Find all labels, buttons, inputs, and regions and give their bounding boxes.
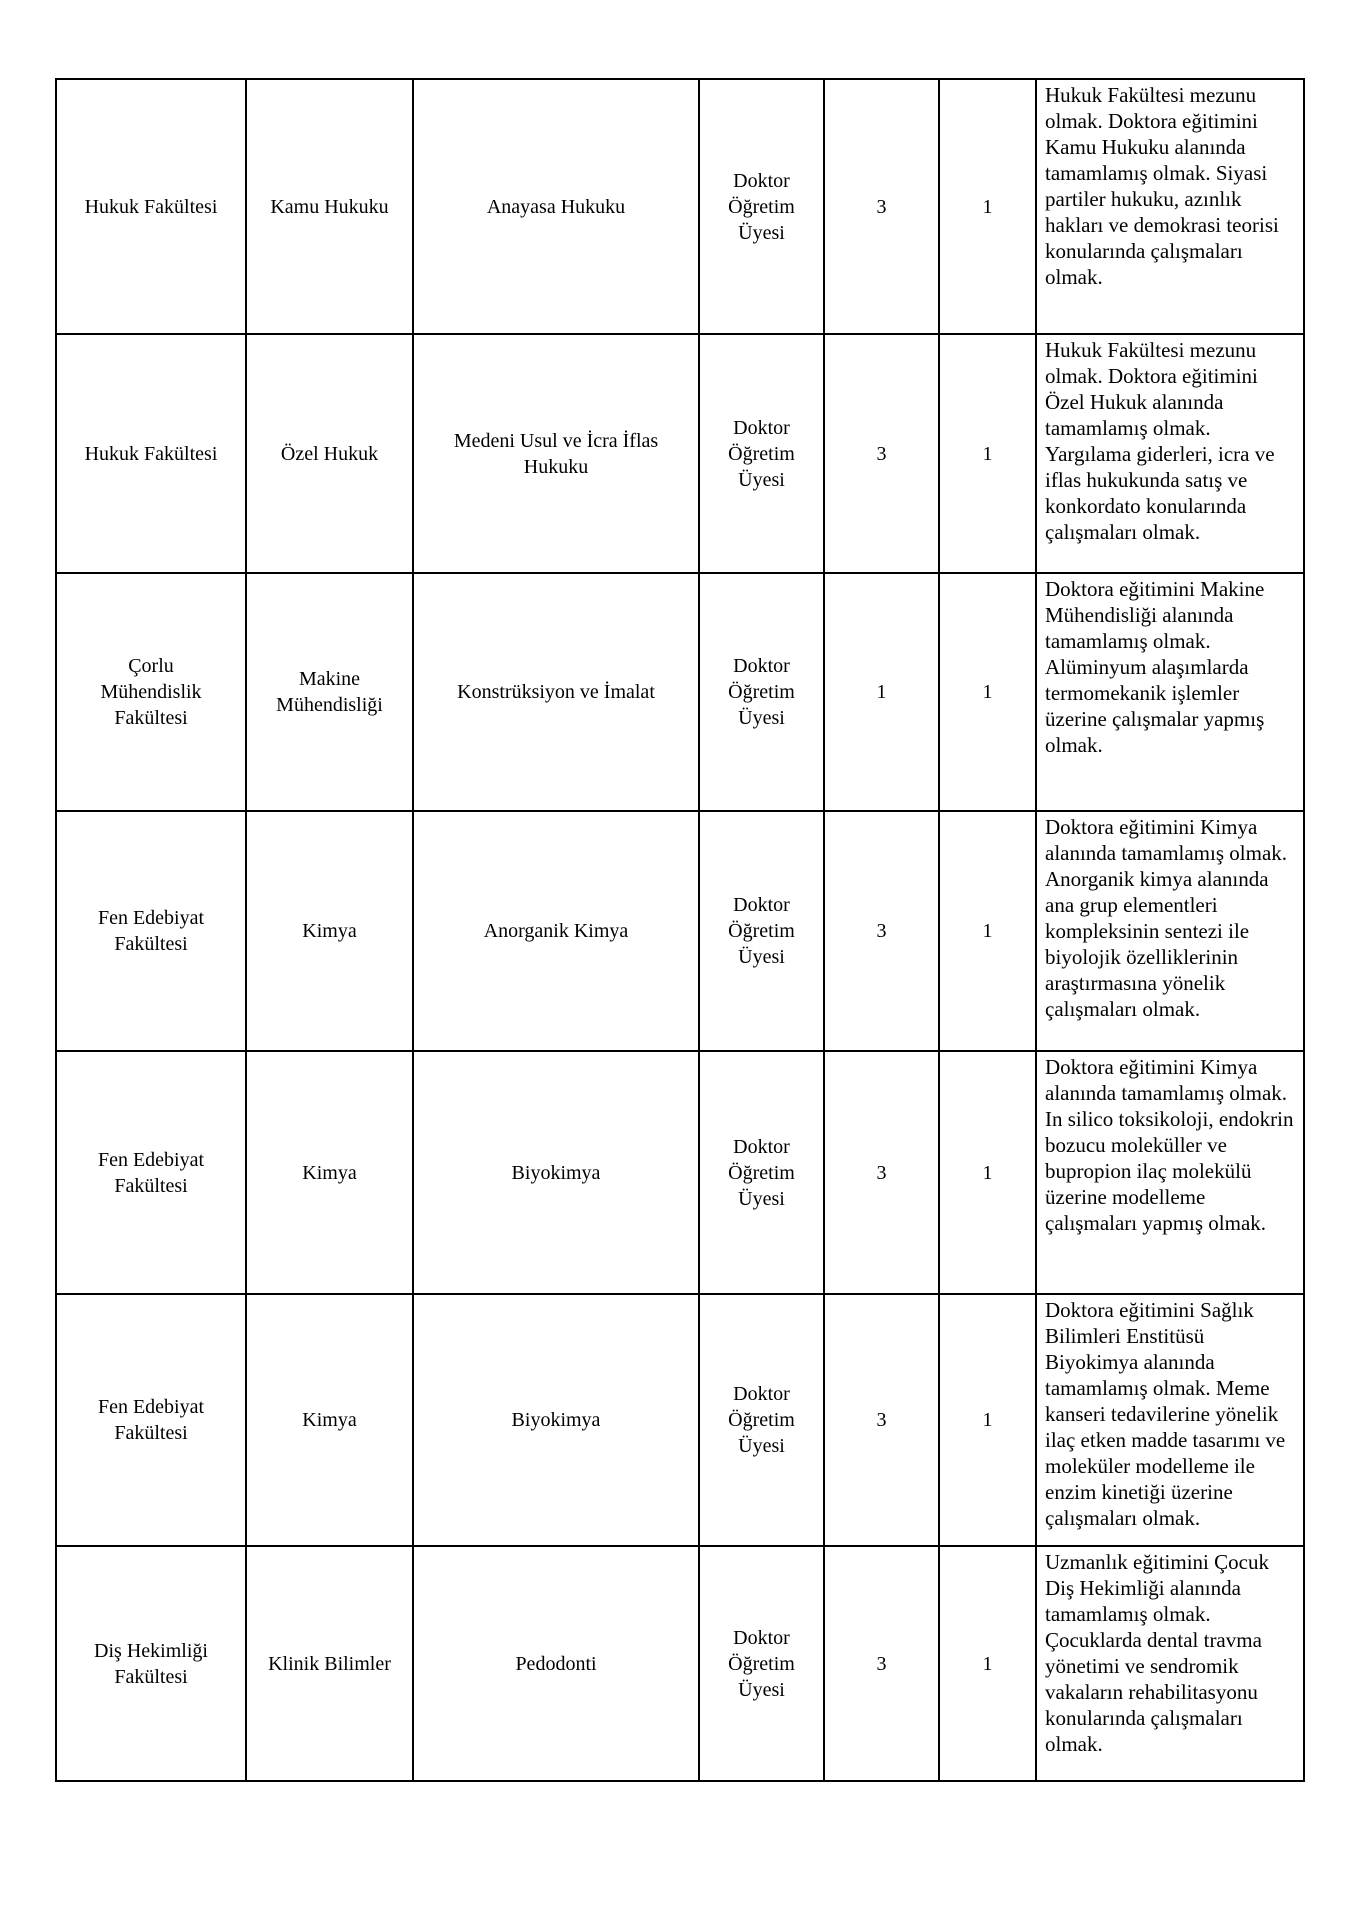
degree-cell: 3: [824, 1294, 939, 1546]
table-row: [56, 1051, 1304, 1294]
program-cell: Konstrüksiyon ve İmalat: [413, 573, 699, 811]
program-cell: Pedodonti: [413, 1546, 699, 1781]
department-cell: Kamu Hukuku: [246, 79, 413, 334]
quantity-cell: 1: [939, 1294, 1036, 1546]
department-cell: Klinik Bilimler: [246, 1546, 413, 1781]
department-cell: Makine Mühendisliği: [246, 573, 413, 811]
requirements-cell: Doktora eğitimini Kimya alanında tamamlamış olmak. In silico toksikoloji, endokrin bozucu moleküller ve bupropion ilaç molekülü üzerine modelleme çalışmaları yapmış olmak.: [1036, 1051, 1304, 1294]
requirements-cell: Doktora eğitimini Kimya alanında tamamlamış olmak. Anorganik kimya alanında ana grup elementleri kompleksinin sentezi ile biyolojik özelliklerinin araştırmasına yönelik çalışmaları olmak.: [1036, 811, 1304, 1051]
table-row: [56, 811, 1304, 1051]
table-row: [56, 79, 1304, 334]
requirements-cell: Uzmanlık eğitimini Çocuk Diş Hekimliği alanında tamamlamış olmak. Çocuklarda dental travma yönetimi ve sendromik vakaların rehabilitasyonu konularında çalışmaları olmak.: [1036, 1546, 1304, 1781]
quantity-cell: 1: [939, 573, 1036, 811]
title-cell: Doktor Öğretim Üyesi: [699, 1051, 824, 1294]
faculty-cell: Çorlu Mühendislik Fakültesi: [56, 573, 246, 811]
degree-cell: 3: [824, 334, 939, 573]
quantity-cell: 1: [939, 334, 1036, 573]
department-cell: Kimya: [246, 1051, 413, 1294]
table-row: [56, 334, 1304, 573]
degree-cell: 3: [824, 1546, 939, 1781]
department-cell: Özel Hukuk: [246, 334, 413, 573]
title-cell: Doktor Öğretim Üyesi: [699, 1546, 824, 1781]
title-cell: Doktor Öğretim Üyesi: [699, 811, 824, 1051]
job-postings-table: [55, 78, 1305, 1782]
quantity-cell: 1: [939, 79, 1036, 334]
program-cell: Medeni Usul ve İcra İflas Hukuku: [413, 334, 699, 573]
title-cell: Doktor Öğretim Üyesi: [699, 1294, 824, 1546]
requirements-cell: Hukuk Fakültesi mezunu olmak. Doktora eğitimini Özel Hukuk alanında tamamlamış olmak. Yargılama giderleri, icra ve iflas hukukunda satış ve konkordato konularında çalışmaları olmak.: [1036, 334, 1304, 573]
program-cell: Anayasa Hukuku: [413, 79, 699, 334]
program-cell: Biyokimya: [413, 1051, 699, 1294]
title-cell: Doktor Öğretim Üyesi: [699, 573, 824, 811]
program-cell: Biyokimya: [413, 1294, 699, 1546]
program-cell: Anorganik Kimya: [413, 811, 699, 1051]
table-row: [56, 1546, 1304, 1781]
department-cell: Kimya: [246, 811, 413, 1051]
faculty-cell: Fen Edebiyat Fakültesi: [56, 811, 246, 1051]
requirements-cell: Doktora eğitimini Makine Mühendisliği alanında tamamlamış olmak. Alüminyum alaşımlarda termomekanik işlemler üzerine çalışmalar yapmış olmak.: [1036, 573, 1304, 811]
table-row: [56, 1294, 1304, 1546]
faculty-cell: Fen Edebiyat Fakültesi: [56, 1294, 246, 1546]
title-cell: Doktor Öğretim Üyesi: [699, 334, 824, 573]
requirements-cell: Hukuk Fakültesi mezunu olmak. Doktora eğitimini Kamu Hukuku alanında tamamlamış olmak. Siyasi partiler hukuku, azınlık hakları ve demokrasi teorisi konularında çalışmaları olmak.: [1036, 79, 1304, 334]
quantity-cell: 1: [939, 1051, 1036, 1294]
faculty-cell: Diş Hekimliği Fakültesi: [56, 1546, 246, 1781]
degree-cell: 3: [824, 1051, 939, 1294]
faculty-cell: Hukuk Fakültesi: [56, 334, 246, 573]
requirements-cell: Doktora eğitimini Sağlık Bilimleri Enstitüsü Biyokimya alanında tamamlamış olmak. Meme kanseri tedavilerine yönelik ilaç etken madde tasarımı ve moleküler modelleme ile enzim kinetiği üzerine çalışmaları olmak.: [1036, 1294, 1304, 1546]
degree-cell: 1: [824, 573, 939, 811]
degree-cell: 3: [824, 811, 939, 1051]
faculty-cell: Fen Edebiyat Fakültesi: [56, 1051, 246, 1294]
degree-cell: 3: [824, 79, 939, 334]
quantity-cell: 1: [939, 811, 1036, 1051]
faculty-cell: Hukuk Fakültesi: [56, 79, 246, 334]
department-cell: Kimya: [246, 1294, 413, 1546]
title-cell: Doktor Öğretim Üyesi: [699, 79, 824, 334]
table-row: [56, 573, 1304, 811]
quantity-cell: 1: [939, 1546, 1036, 1781]
